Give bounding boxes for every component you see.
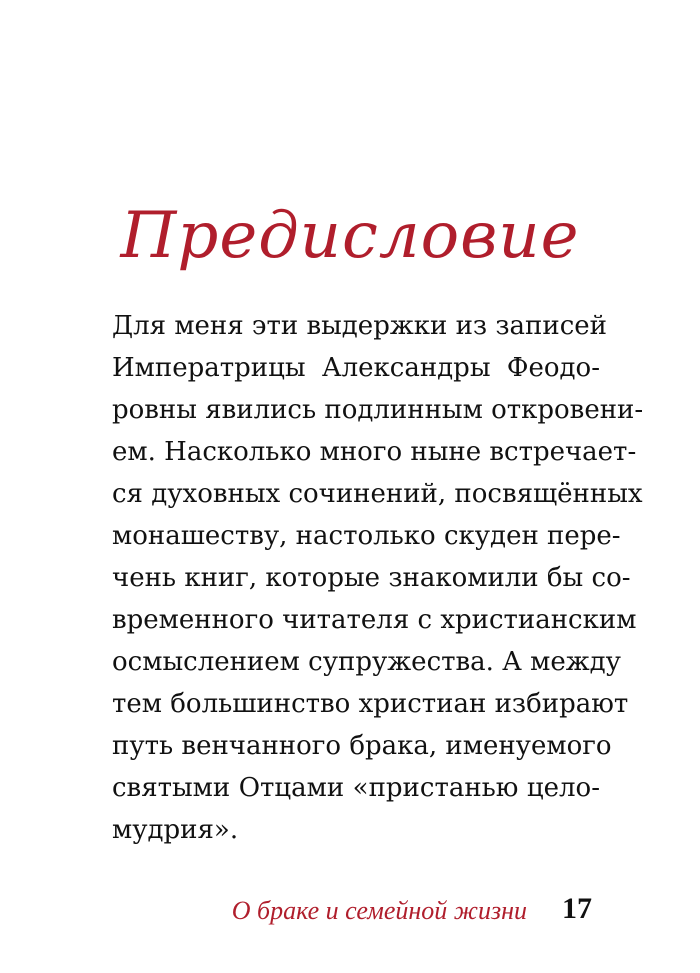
- text-line: мудрия».: [112, 815, 239, 845]
- text-line: тем большинство христиан избирают: [112, 689, 629, 719]
- text-line: временного читателя с христианским: [112, 605, 637, 635]
- page-footer: [0, 892, 700, 932]
- text-line: ровны явились подлинным откровени-: [112, 395, 644, 425]
- running-title: О браке и семейной жизни: [231, 896, 527, 925]
- chapter-title: Предисловие: [120, 199, 580, 273]
- text-line: осмыслением супружества. А между: [112, 647, 621, 677]
- text-line: путь венчанного брака, именуемого: [112, 731, 612, 761]
- text-line: ся духовных сочинений, посвящённых: [112, 479, 643, 509]
- text-line: монашеству, настолько скуден пере-: [112, 521, 621, 551]
- text-line: чень книг, которые знакомили бы со-: [112, 563, 631, 593]
- body-text: [112, 305, 644, 851]
- text-line: святыми Отцами «пристанью цело-: [112, 773, 600, 803]
- text-line: ем. Насколько много ныне встречает-: [112, 437, 637, 467]
- text-line: Для меня эти выдержки из записей: [112, 311, 607, 341]
- text-line: Императрицы Александры Феодо-: [112, 353, 600, 383]
- page-number: 17: [562, 892, 592, 925]
